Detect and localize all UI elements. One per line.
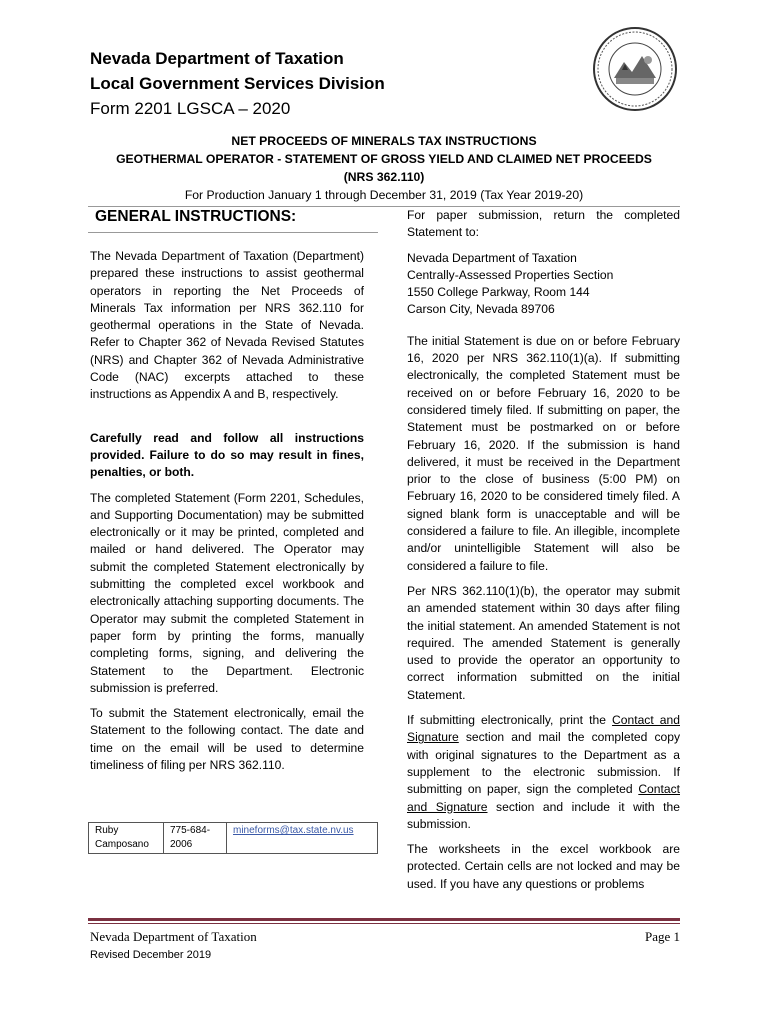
contact-email-link[interactable]: mineforms@tax.state.nv.us — [233, 825, 354, 836]
header-department: Nevada Department of Taxation — [90, 49, 344, 68]
warning-paragraph: Carefully read and follow all instructions provided. Failure to do so may result in fines, penalties, or both. — [90, 430, 364, 480]
address-line: Carson City, Nevada 89706 — [407, 302, 555, 317]
state-seal-icon — [592, 26, 678, 112]
title-statute: (NRS 362.110) — [343, 170, 425, 184]
worksheets-paragraph: The worksheets in the excel workbook are protected. Certain cells are not locked and may be used. If you have any questions or problems — [407, 842, 680, 891]
document-titles — [88, 132, 680, 204]
text-span: section and mail the completed copy with original signatures to the Department as a supplement to the electronic submission. If submitting on paper, sign the completed — [407, 730, 680, 797]
address-line: Centrally-Assessed Properties Section — [407, 267, 614, 282]
address-line: Nevada Department of Taxation — [407, 250, 577, 265]
title-period: For Production January 1 through December 31, 2019 (Tax Year 2019-20) — [184, 188, 584, 202]
title-sub: GEOTHERMAL OPERATOR - STATEMENT OF GROSS YIELD AND CLAIMED NET PROCEEDS — [116, 152, 652, 166]
contact-phone: 775-684-2006 — [164, 823, 227, 854]
footer-rule-thin — [88, 923, 680, 924]
general-instructions-heading: GENERAL INSTRUCTIONS: — [95, 208, 297, 225]
signature-paragraph — [407, 712, 680, 833]
footer-revised: Revised December 2019 — [90, 949, 212, 961]
paper-submission-paragraph: For paper submission, return the completed Statement to: — [407, 208, 680, 240]
table-row — [89, 823, 378, 854]
header-division: Local Government Services Division — [90, 74, 385, 93]
text-span: section and include it with the submission. — [407, 799, 680, 831]
text-span: If submitting electronically, print the — [407, 713, 613, 728]
footer-left — [90, 928, 257, 964]
footer-rule-thick — [88, 918, 680, 921]
right-column — [407, 207, 680, 901]
left-column — [90, 248, 364, 782]
intro-paragraph: The Nevada Department of Taxation (Department) prepared these instructions to assist geothermal operators in reporting the Net Proceeds of Minerals Tax information per NRS 362.110 for geothermal operations in the State of Nevada. Refer to Chapter 362 of Nevada Revised Statutes (NRS) and Chapter 362 of Nevada Administrative Code (NAC) excerpts attached to these instructions as Appendix A and B, respectively. — [90, 249, 364, 402]
contact-signature-link[interactable]: Contact and Signature — [407, 782, 680, 814]
title-main: NET PROCEEDS OF MINERALS TAX INSTRUCTIONS — [231, 134, 537, 148]
footer-page-number: Page 1 — [644, 929, 680, 944]
header-form-number: Form 2201 LGSCA – 2020 — [90, 99, 291, 118]
address-line: 1550 College Parkway, Room 144 — [407, 285, 590, 300]
footer-org: Nevada Department of Taxation — [90, 929, 257, 944]
due-date-paragraph: The initial Statement is due on or before February 16, 2020 per NRS 362.110(1)(a). If submitting electronically, the completed Statement must be received on or before February 16, 2020 to be considered timely filed. If submitting on paper, the Statement must be postmarked on or before February 16, 2020. If the submission is hand delivered, it must be received in the Department prior to the close of business (5:00 PM) on February 16, 2020 to be considered timely filed. A signed blank form is unacceptable and will be considered a failure to file. An illegible, incomplete and/or unintelligible Statement will also be considered a failure to file. — [407, 333, 680, 573]
submission-paragraph: The completed Statement (Form 2201, Schedules, and Supporting Documentation) may be submitted electronically or it may be printed, completed and mailed or hand delivered. The Operator may submit the completed Statement electronically by submitting the completed excel workbook and electronically attaching supporting documents. The Operator may submit the completed Statement in paper form by printing the forms, manually completing forms, signing, and delivering the Statement to the Department. Electronic submission is preferred. — [90, 490, 364, 695]
contact-name: Ruby Camposano — [89, 823, 164, 854]
contact-signature-link[interactable]: Contact and Signature — [407, 713, 680, 745]
mailing-address — [407, 250, 680, 319]
amended-statement-paragraph: Per NRS 362.110(1)(b), the operator may submit an amended statement within 30 days after filing the initial statement. An amended Statement is not required. The amended Statement is generally used to provide the operator an opportunity to correct information submitted on the initial Statement. — [407, 583, 680, 702]
heading-divider — [88, 232, 378, 233]
contact-table — [88, 822, 378, 854]
document-header — [90, 46, 385, 121]
email-instructions-paragraph: To submit the Statement electronically, email the Statement to the following contact. The date and time on the email will be used to determine timeliness of filing per NRS 362.110. — [90, 706, 364, 773]
